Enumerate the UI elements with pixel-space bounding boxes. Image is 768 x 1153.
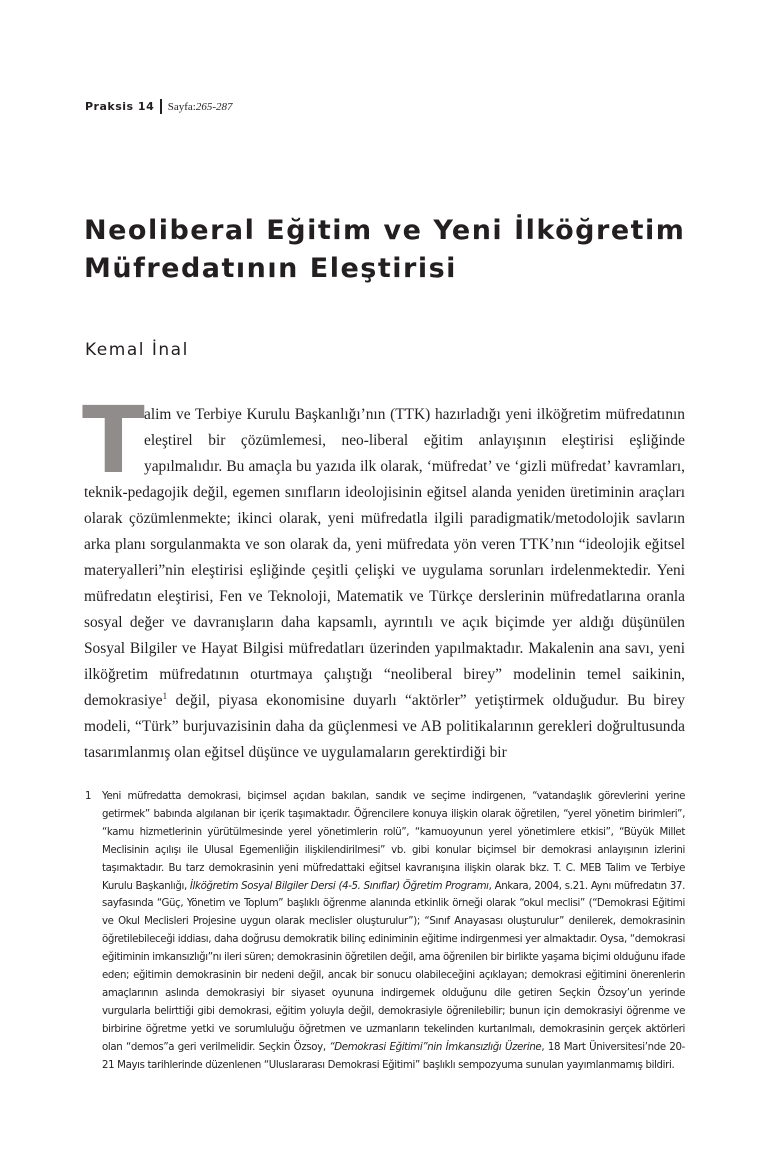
abstract-paragraph (82, 387, 685, 766)
page-range: 265-287 (195, 100, 233, 113)
journal-name: Praksis 14 (85, 100, 155, 113)
footnote-citation-title-2: “Demokrasi Eğitimi”nin İmkansızlığı Üzerine (329, 1041, 542, 1053)
footnote-reference[interactable]: 1 (162, 690, 168, 701)
title-line-1: Neoliberal Eğitim ve Yeni İlköğretim (84, 215, 686, 246)
author-name: Kemal İnal (85, 340, 189, 360)
footnote-number: 1 (85, 791, 92, 802)
footnote-text-1: Yeni müfredatta demokrasi, biçimsel açıdan bakılan, sandık ve seçime indirgenen, “vatandaşlık görevlerini yerine getirmek” babında algılanan bir içerik taşımaktadır. Öğrencilere konuya ilişkin olarak öğretilen, “yerel yönetim birimleri”, “kamu hizmetlerinin yürütülmesinde yerel yönetimlerin rolü”, “kamuoyunun yerel yönetimlere etkisi”, “Büyük Millet Meclisinin açılışı ile Ulusal Egemenliğin ilişkilendirilmesi” vb. gibi konular biçimsel bir demokrasi anlayışının izlerini taşımaktadır. Bu tarz demokrasinin yeni müfredattaki eğitsel kavranışına ilişkin olarak bkz. T. C. MEB Talim ve Terbiye Kurulu Başkanlığı, (102, 791, 685, 892)
footnote-text-3: , 18 Mart Üniversitesi’nde 20-21 Mayıs tarihlerinde düzenlenen “Uluslararası Demokrasi Eğitimi” başlıklı sempozyuma sunulan yayımlanmamış bildiri. (102, 1041, 685, 1071)
running-header (85, 99, 233, 114)
header-separator (160, 99, 162, 114)
article-title (84, 212, 704, 288)
title-line-2: Müfredatının Eleştirisi (84, 253, 457, 284)
footnote (85, 788, 685, 1075)
body-text-part-1: alim ve Terbiye Kurulu Başkanlığı’nın (TTK) hazırladığı yeni ilköğretim müfredatının eleştirel bir çözümlemesi, neo-liberal eğitim anlayışının eleştirisi eşliğinde yapılmalıdır. Bu amaçla bu yazıda ilk olarak, ‘müfredat’ ve ‘gizli müfredat’ kavramları, teknik-pedagojik değil, egemen sınıfların ideolojisinin eğitsel alanda yeniden üretiminin araçları olarak çözümlenmekte; ikinci olarak, yeni müfredatla ilgili paradigmatik/metodolojik savların arka planı sorgulanmakta ve son olarak da, yeni müfredata yön veren TTK’nın “ideolojik eğitsel materyalleri”nin eleştirisi eşliğinde çeşitli çelişki ve uygulama sorunları irdelenmektedir. Yeni müfredatın eleştirisi, Fen ve Teknoloji, Matematik ve Türkçe derslerinin müfredatlarına oranla sosyal değer ve davranışların daha kapsamlı, ayrıntılı ve açık biçimde yer aldığı düşünülen Sosyal Bilgiler ve Hayat Bilgisi müfredatları üzerinden yapılmaktadır. Makalenin ana savı, yeni ilköğretim müfredatının oturtmaya çalıştığı “neoliberal birey” modelinin temel saikinin, demokrasiye (84, 406, 685, 709)
body-text-part-2: değil, piyasa ekonomisine duyarlı “aktörler” yetiştirmek olduğudur. Bu birey modeli, “Türk” burjuvazisinin daha da güçlenmesi ve AB politikalarının gerekleri doğrultusunda tasarımlanmış olan eğitsel düşünce ve uygulamaların gerektirdiği bir (84, 692, 685, 761)
page-label: Sayfa: (167, 100, 196, 113)
drop-cap: T (82, 387, 145, 494)
footnote-citation-title-1: İlköğretim Sosyal Bilgiler Dersi (4-5. Sınıflar) Öğretim Programı (189, 880, 489, 892)
footnote-text-2: , Ankara, 2004, s.21. Aynı müfredatın 37. sayfasında “Güç, Yönetim ve Toplum” başlıklı öğrenme alanında etkinlik örneği olarak “okul meclisi” (“Demokrasi Eğitimi ve Okul Meclisleri Projesine uygun olarak meclisler oluşturulur”); “Sınıf Anayasası oluşturulur” denilerek, demokrasinin öğretilebileceği iddiası, daha doğrusu demokratik bilinç ediniminin eğitime indirgenmesi yer almaktadır. Oysa, “demokrasi eğitiminin imkansızlığı”nı ileri süren; demokrasinin öğretilen değil, ama öğrenilen bir birlikte yaşama biçimi olduğunu ifade eden; eğitimin demokrasinin bir nedeni değil, ancak bir sonucu olabileceğini açıklayan; demokrasi eğitimini önerenlerin amaçlarının aslında demokrasiyi bir siyaset oyununa indirgemek olduğunu dile getiren Seçkin Özsoy’un yerinde vurgularla belirttiği gibi demokrasi, eğitim yoluyla değil, demokrasiyle öğrenilebilir; bunun için demokrasiyi öğrenme ve birbirine öğretme yetki ve sorumluluğu öğretmen ve uzmanların tekelinden kurtarılmalı, demokrasinin gerçek aktörleri olan “demos”a geri verilmelidir. Seçkin Özsoy, (102, 880, 685, 1053)
